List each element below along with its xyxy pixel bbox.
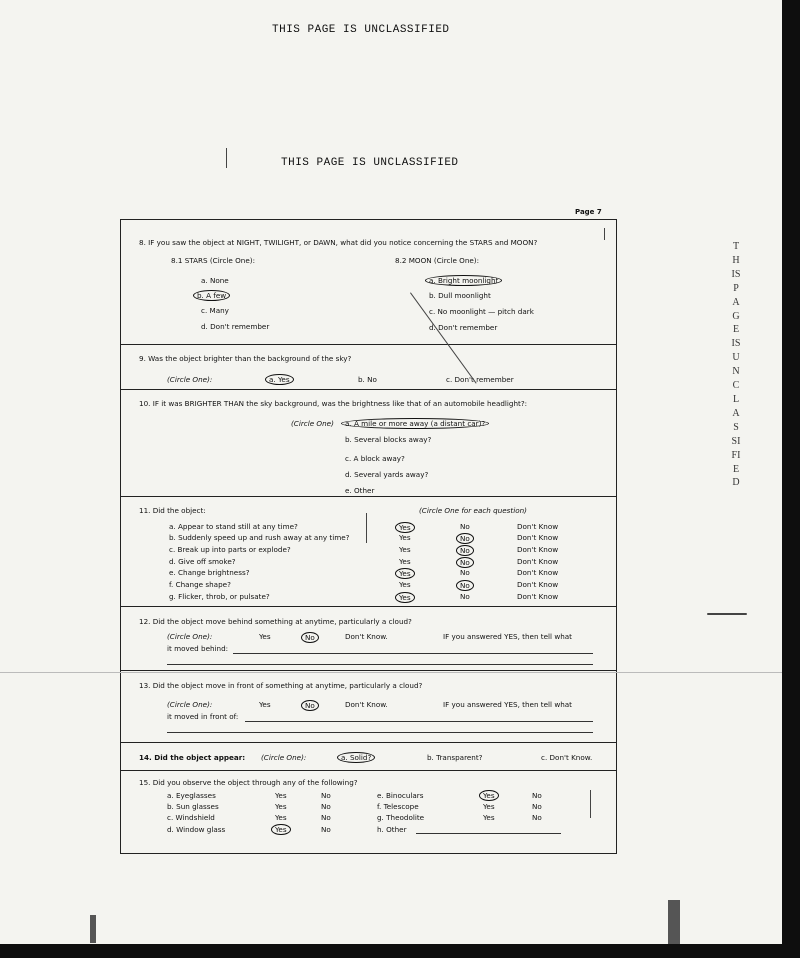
question-10 (121, 389, 616, 496)
q8-stars-c: c. Many (201, 306, 229, 315)
q13-no-circled: No (301, 700, 319, 711)
q12-answer-line (167, 664, 593, 665)
q14-b: b. Transparent? (427, 753, 483, 762)
q9-b: b. No (358, 375, 377, 384)
q11-item-dk: Don't Know (517, 580, 559, 589)
q14-c: c. Don't Know. (541, 753, 593, 762)
q11-item-label: b. Suddenly speed up and rush away at any time? (169, 533, 350, 542)
q11-item-dk: Don't Know (517, 533, 559, 542)
q12-dk: Don't Know. (345, 632, 388, 641)
q11-item-label: c. Break up into parts or explode? (169, 545, 291, 554)
q9-a-circled: a. Yes (265, 374, 294, 385)
q15-item-label: f. Telescope (377, 802, 419, 811)
q12-yes: Yes (259, 632, 271, 641)
q12-answer-line (233, 653, 593, 654)
scan-artifact-mark (604, 228, 605, 240)
q8-stars-b-circled: b. A few (193, 290, 230, 301)
q11-item-label: d. Give off smoke? (169, 557, 236, 566)
scan-artifact-mark (668, 900, 680, 944)
q8-moon-b: b. Dull moonlight (429, 291, 491, 300)
q11-text: 11. Did the object: (139, 506, 206, 515)
q15-item-label: c. Windshield (167, 813, 215, 822)
q10-text: 10. IF it was BRIGHTER THAN the sky background, was the brightness like that of an automobile headlight?: (139, 399, 528, 408)
q11-item-yes: Yes (399, 557, 411, 566)
q10-d: d. Several yards away? (345, 470, 429, 479)
q11-item-dk: Don't Know (517, 545, 559, 554)
q8-moon-c: c. No moonlight — pitch dark (429, 307, 534, 316)
scan-artifact-mark (366, 513, 367, 543)
q11-item-yes-circled: Yes (395, 592, 415, 603)
q15-item-yes: Yes (275, 802, 287, 811)
q11-item-no-circled: No (456, 533, 474, 544)
q12-prompt: (Circle One): (167, 632, 213, 641)
q15-item-yes: Yes (275, 791, 287, 800)
questionnaire-form (120, 219, 617, 854)
q8-text: 8. IF you saw the object at NIGHT, TWILIGHT, or DAWN, what did you notice concerning the STARS and MOON? (139, 238, 538, 247)
q8-stars-heading: 8.1 STARS (Circle One): (171, 256, 255, 265)
q15-other-line (416, 833, 561, 834)
q15-item-no: No (321, 791, 331, 800)
q13-answer-line (167, 732, 593, 733)
classification-stamp-side: THIS PAGE IS UNCLASSIFIED (731, 241, 741, 489)
q11-item-no-circled: No (456, 557, 474, 568)
q8-stars-d: d. Don't remember (201, 322, 270, 331)
q11-item-no-circled: No (456, 580, 474, 591)
q15-item-yes-circled: Yes (479, 790, 499, 801)
q11-item-dk: Don't Know (517, 568, 559, 577)
q13-yes: Yes (259, 700, 271, 709)
q8-moon-d: d. Don't remember (429, 323, 498, 332)
q15-item-no: No (532, 791, 542, 800)
q11-item-label: a. Appear to stand still at any time? (169, 522, 298, 531)
q14-a-circled: a. Solid? (337, 752, 375, 763)
q11-item-yes-circled: Yes (395, 568, 415, 579)
q15-item-label: a. Eyeglasses (167, 791, 216, 800)
q10-a-circled: a. A mile or more away (a distant car)? (341, 418, 489, 429)
question-15 (121, 770, 616, 854)
q11-item-no: No (460, 568, 470, 577)
q10-prompt: (Circle One) (291, 419, 334, 428)
q15-item-yes: Yes (483, 813, 495, 822)
q15-item-yes: Yes (275, 813, 287, 822)
page-number: Page 7 (575, 208, 602, 216)
q15-item-label: g. Theodolite (377, 813, 425, 822)
q15-item-label: h. Other (377, 825, 407, 834)
q15-item-no: No (321, 802, 331, 811)
q15-item-yes-circled: Yes (271, 824, 291, 835)
q13-followup: IF you answered YES, then tell what (443, 700, 572, 709)
q13-text: 13. Did the object move in front of something at anytime, particularly a cloud? (139, 681, 423, 690)
q15-item-no: No (532, 802, 542, 811)
q9-prompt: (Circle One): (167, 375, 213, 384)
q8-stars-a: a. None (201, 276, 229, 285)
q11-item-yes: Yes (399, 533, 411, 542)
q10-c: c. A block away? (345, 454, 405, 463)
question-12 (121, 606, 616, 670)
q11-item-dk: Don't Know (517, 592, 559, 601)
q10-e: e. Other (345, 486, 375, 495)
q11-item-dk: Don't Know (517, 557, 559, 566)
scan-artifact-mark (90, 915, 96, 943)
q13-prompt: (Circle One): (167, 700, 213, 709)
q9-text: 9. Was the object brighter than the background of the sky? (139, 354, 352, 363)
scan-artifact-mark (707, 613, 747, 615)
classification-stamp-top: THIS PAGE IS UNCLASSIFIED (272, 24, 450, 36)
question-9 (121, 344, 616, 389)
q8-moon-a-circled: a. Bright moonlight (425, 275, 502, 286)
q15-item-label: d. Window glass (167, 825, 226, 834)
q11-instruction: (Circle One for each question) (419, 506, 527, 515)
q15-item-label: b. Sun glasses (167, 802, 219, 811)
q10-b: b. Several blocks away? (345, 435, 432, 444)
q9-c: c. Don't remember (446, 375, 514, 384)
q15-item-no: No (321, 825, 331, 834)
q11-item-yes-circled: Yes (395, 522, 415, 533)
scan-artifact-mark (226, 148, 227, 168)
q8-moon-heading: 8.2 MOON (Circle One): (395, 256, 480, 265)
q13-followup-2: it moved in front of: (167, 712, 239, 721)
q15-text: 15. Did you observe the object through any of the following? (139, 778, 358, 787)
scan-artifact-mark (590, 790, 591, 818)
q11-item-no: No (460, 592, 470, 601)
question-14 (121, 742, 616, 770)
q11-item-yes: Yes (399, 545, 411, 554)
classification-stamp-mid: THIS PAGE IS UNCLASSIFIED (281, 157, 459, 169)
question-13 (121, 670, 616, 742)
question-8 (121, 220, 616, 344)
scan-artifact-line (0, 672, 782, 673)
q13-answer-line (245, 721, 593, 722)
q11-item-dk: Don't Know (517, 522, 559, 531)
q11-item-no: No (460, 522, 470, 531)
q11-item-yes: Yes (399, 580, 411, 589)
q12-followup: IF you answered YES, then tell what (443, 632, 572, 641)
q13-dk: Don't Know. (345, 700, 388, 709)
q12-no-circled: No (301, 632, 319, 643)
q14-text: 14. Did the object appear: (139, 753, 246, 762)
q11-item-label: e. Change brightness? (169, 568, 250, 577)
q11-item-label: g. Flicker, throb, or pulsate? (169, 592, 270, 601)
q12-text: 12. Did the object move behind something at anytime, particularly a cloud? (139, 617, 412, 626)
q15-item-no: No (321, 813, 331, 822)
q12-followup-2: it moved behind: (167, 644, 229, 653)
q11-item-label: f. Change shape? (169, 580, 231, 589)
q14-prompt: (Circle One): (261, 753, 307, 762)
q15-item-label: e. Binoculars (377, 791, 424, 800)
question-11 (121, 496, 616, 606)
q15-item-yes: Yes (483, 802, 495, 811)
q15-item-no: No (532, 813, 542, 822)
q11-item-no-circled: No (456, 545, 474, 556)
